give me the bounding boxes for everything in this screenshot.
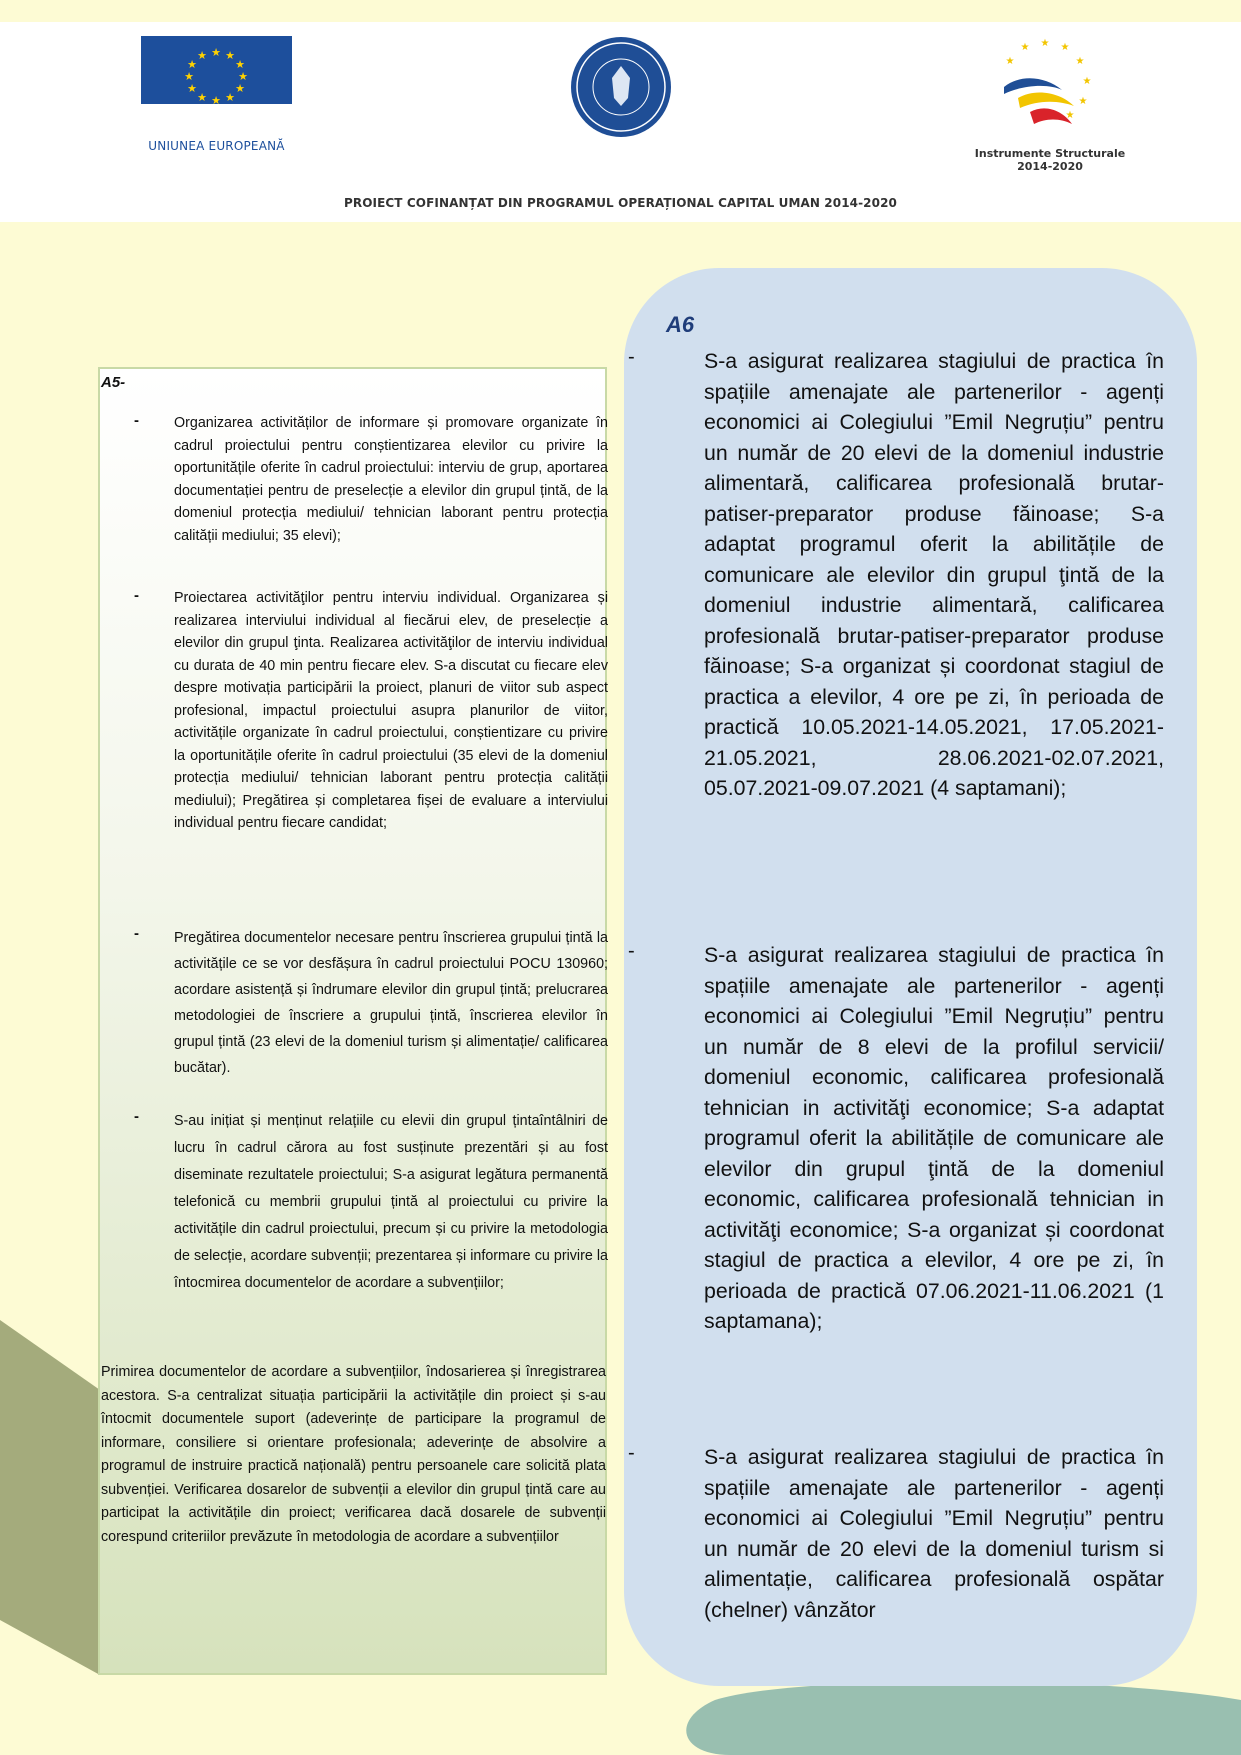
a5-title: A5- — [101, 374, 126, 391]
a6-item-text: S-a asigurat realizarea stagiului de practica în spațiile amenajate ale partenerilor - agenți economici ai Colegiului ”Emil Negruțiu” pentru un număr de 8 elevi de la profilul servicii/ domeniul economic, calificarea profesională tehnician in activităţi economice; S-a adaptat programul oferit la abilitățile de comunicare ale elevilor din grupul ţintă de la domeniul economic, calificarea profesională tehnician in activităţi economice; S-a organizat și coordonat stagiul de practica a elevilor, 4 ore pe zi, în perioada de practică 07.06.2021-11.06.2021 (1 saptamana); — [704, 943, 1164, 1333]
structural-instruments-logo-icon — [990, 32, 1100, 144]
svg-text:★: ★ — [225, 49, 235, 62]
a5-item-text: Organizarea activităților de informare și promovare organizate în cadrul proiectului pentru conștientizarea elevilor cu privire la oportunitățile oferite în cadrul proiectului: interviu de grup, aportarea documentației pentru de preselecție a elevilor din grupul țintă, de la domeniul protecția mediului/ tehnician laborant pentru protecția calității mediului; 35 elevi); — [174, 415, 608, 544]
a6-list-item — [628, 940, 1164, 1337]
eu-flag-logo — [141, 36, 292, 104]
eu-stars-icon — [141, 36, 292, 104]
is-caption-line2: 2014-2020 — [1017, 160, 1083, 173]
a5-bullet: - — [134, 587, 139, 604]
header-banner — [0, 22, 1241, 222]
svg-text:★: ★ — [235, 82, 245, 95]
svg-text:★: ★ — [1065, 110, 1075, 121]
a6-title: A6 — [666, 312, 695, 337]
a5-item-text: Proiectarea activităţilor pentru interviu individual. Organizarea și realizarea interviului individual al fiecărui elev, de preselecție a elevilor din grupul ţinta. Realizarea activităţilor de interviu individual cu durata de 40 min pentru fiecare elev. S-a discutat cu fiecare elev despre motivația participării la proiect, planuri de viitor sub aspect profesional, impactul proiectului asupra planurilor de viitor, activitățile organizate în cadrul proiectului, conștientizare cu privire la oportunitățile oferite în cadrul proiectului (35 elevi de la domeniul protecția mediului/ tehnician laborant pentru protecția calității mediului); Pregătirea și completarea fișei de evaluare a interviului individual pentru fiecare candidat; — [174, 590, 608, 831]
svg-text:★: ★ — [197, 49, 207, 62]
eu-caption: UNIUNEA EUROPEANĂ — [148, 139, 285, 153]
a6-section — [624, 268, 1197, 1686]
a6-item-text: S-a asigurat realizarea stagiului de practica în spațiile amenajate ale partenerilor - agenți economici ai Colegiului ”Emil Negruțiu” pentru un număr de 20 elevi de la domeniul turism si alimentație, calificarea profesională ospătar (chelner) vânzător — [704, 1445, 1164, 1622]
a5-list-item — [134, 587, 608, 835]
program-cofinancing-line: PROIECT COFINANȚAT DIN PROGRAMUL OPERAȚIONAL CAPITAL UMAN 2014-2020 — [344, 196, 897, 210]
svg-text:★: ★ — [238, 70, 248, 83]
a5-bullet: - — [134, 925, 139, 942]
svg-text:★: ★ — [187, 82, 197, 95]
a5-list-item — [134, 412, 608, 547]
structural-instruments-caption — [960, 147, 1140, 173]
svg-text:★: ★ — [211, 46, 221, 59]
a6-list-item — [628, 346, 1164, 804]
svg-text:★: ★ — [225, 91, 235, 104]
svg-text:★: ★ — [184, 70, 194, 83]
a5-list-item — [134, 1108, 608, 1297]
a6-list-item — [628, 1442, 1164, 1625]
svg-text:★: ★ — [187, 58, 197, 71]
svg-text:★: ★ — [211, 94, 221, 104]
a6-item-text: S-a asigurat realizarea stagiului de practica în spațiile amenajate ale partenerilor - agenți economici ai Colegiului ”Emil Negruțiu” pentru un număr de 20 elevi de la domeniul industrie alimentară, calificarea profesională brutar-patiser-preparator produse făinoase; S-a adaptat programul oferit la abilitățile de comunicare ale elevilor din grupul ţintă de la domeniul industrie alimentară, calificarea profesională brutar-patiser-preparator produse făinoase; S-a organizat și coordonat stagiul de practica a elevilor, 4 ore pe zi, în perioada de practică 10.05.2021-14.05.2021, 17.05.2021-21.05.2021, 28.06.2021-02.07.2021, 05.07.2021-09.07.2021 (4 saptamani); — [704, 349, 1164, 800]
svg-text:★: ★ — [1005, 56, 1015, 67]
a6-bullet: - — [628, 346, 635, 368]
a5-item-text: S-au inițiat și menținut relațiile cu elevii din grupul țintaîntâlniri de lucru în cadrul cărora au fost susținute prezentări și au fost diseminate rezultatele proiectului; S-a asigurat legătura permanentă telefonică cu membrii grupului țintă al proiectului cu privire la activitățile din cadrul proiectului, precum și cu privire la metodologia de selecție, acordare subvenții; prezentarea și informare cu privire la întocmirea documentelor de acordare a subvențiilor; — [174, 1113, 608, 1291]
decorative-green-shape — [0, 1320, 100, 1680]
a6-bullet: - — [628, 1442, 635, 1464]
a6-bullet: - — [628, 940, 635, 962]
svg-text:★: ★ — [1040, 38, 1050, 49]
svg-text:★: ★ — [235, 58, 245, 71]
a5-bullet: - — [134, 412, 139, 429]
svg-text:★: ★ — [197, 91, 207, 104]
svg-text:★: ★ — [1020, 42, 1030, 53]
a5-closing-paragraph: Primirea documentelor de acordare a subvențiilor, îndosarierea și înregistrarea acestora. S-a centralizat situația participării la activitățile din proiect și s-au întocmit documentele suport (adeverințe de participare la programul de informare, consiliere si orientare profesionala; adeverințe de absolvire a programul de instruire practică națională) pentru persoanele care solicită plata subvenției. Verificarea dosarelor de subvenții a elevilor din grupul țintă care au participat la activitățile din proiect; verificarea dacă dosarele de subvenții corespund criteriilor prevăzute în metodologia de acordare a subvențiilor — [101, 1364, 606, 1545]
romanian-government-seal-icon — [570, 36, 672, 138]
svg-text:★: ★ — [1060, 42, 1070, 53]
a5-section — [98, 367, 607, 1675]
is-caption-line1: Instrumente Structurale — [974, 147, 1126, 160]
svg-text:★: ★ — [1082, 76, 1092, 87]
decorative-teal-shape — [675, 1680, 1241, 1755]
a5-list-item — [134, 925, 608, 1081]
svg-text:★: ★ — [1078, 96, 1088, 107]
a5-bullet: - — [134, 1108, 139, 1125]
svg-text:★: ★ — [1075, 56, 1085, 67]
a5-item-text: Pregătirea documentelor necesare pentru înscrierea grupului țintă la activitățile ce se vor desfășura în cadrul proiectului POCU 130960; acordare asistență și îndrumare elevilor din grupul țintă; prelucrarea metodologiei de înscriere a grupului țintă, înscrierea elevilor în grupul țintă (23 elevi de la domeniul turism și alimentație/ calificarea bucătar). — [174, 930, 608, 1076]
